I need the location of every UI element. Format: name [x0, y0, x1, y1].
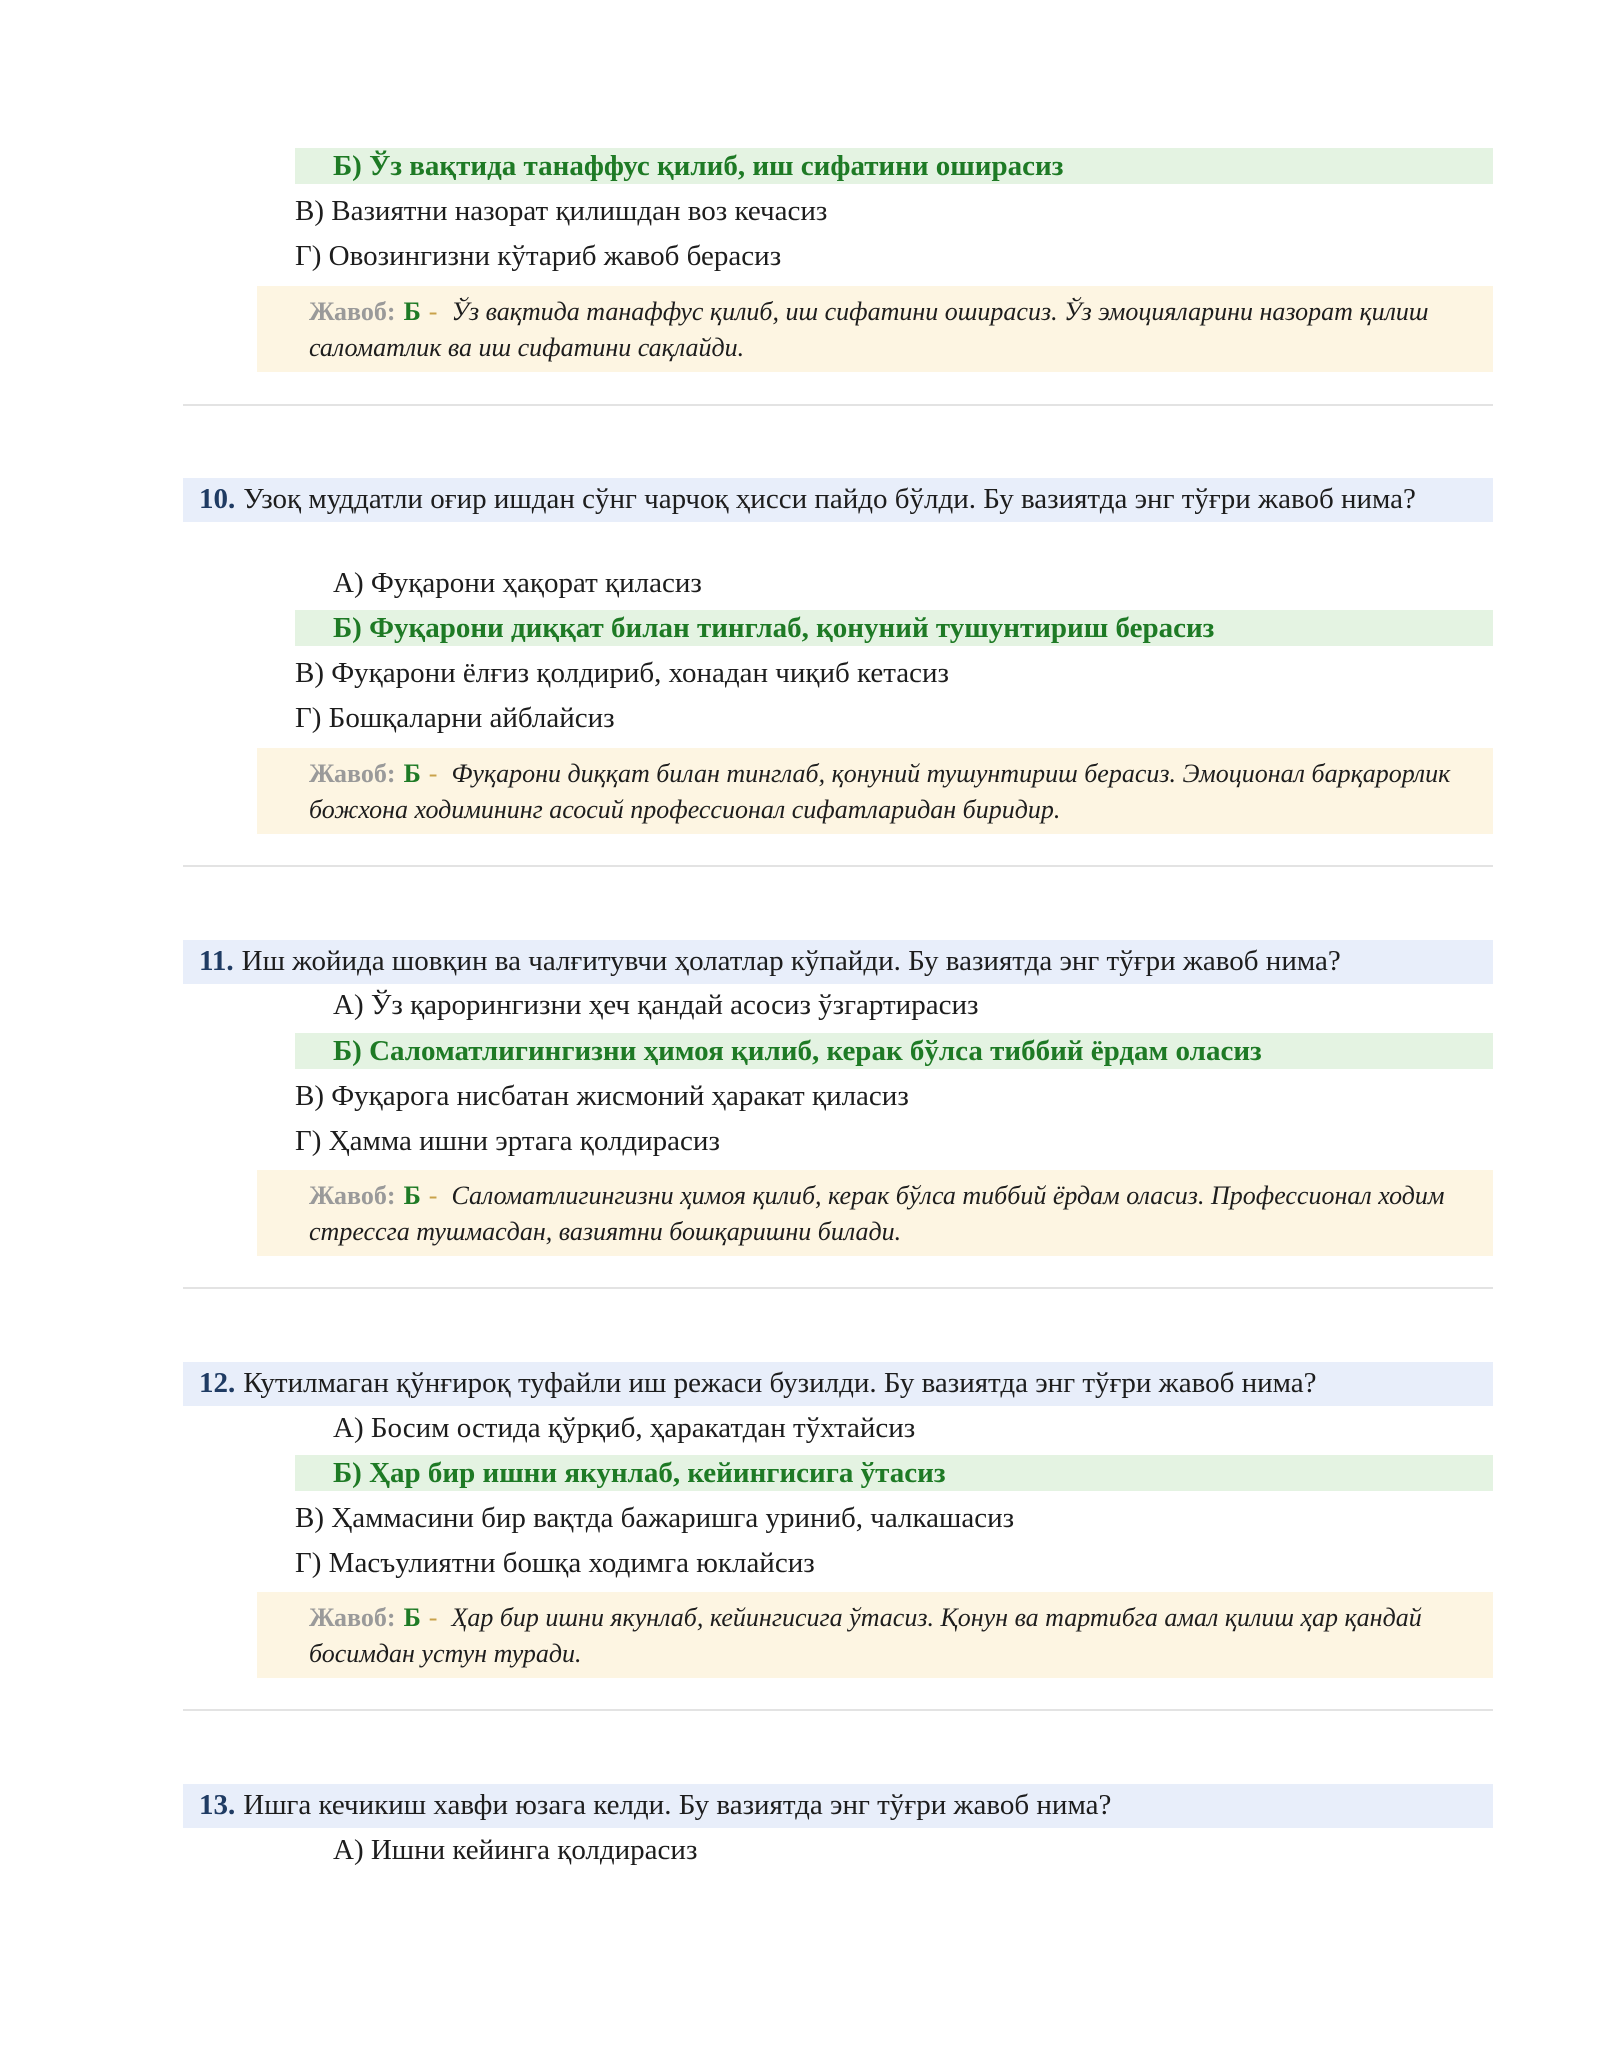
- answer-letter: Б: [403, 1603, 421, 1632]
- question-13: [183, 1784, 1493, 1828]
- q11-answer-box: [257, 1170, 1493, 1256]
- question-12: [183, 1362, 1493, 1406]
- q10-option-g: Г) Бошқаларни айблайсиз: [295, 702, 615, 734]
- q12-option-v: В) Ҳаммасини бир вақтда бажаришга уриниб, чалкашасиз: [295, 1502, 1015, 1534]
- answer-dash: -: [428, 1181, 438, 1210]
- q9-option-v: В) Вазиятни назорат қилишдан воз кечасиз: [295, 195, 828, 227]
- answer-letter: Б: [403, 759, 421, 788]
- separator: [183, 865, 1493, 867]
- separator: [183, 1287, 1493, 1289]
- q10-option-a: А) Фуқарони ҳақорат қиласиз: [333, 567, 702, 599]
- answer-text: Ўз вақтида танаффус қилиб, иш сифатини оширасиз. Ўз эмоцияларини назорат қилиш саломатлик ва иш сифатини сақлайди.: [309, 297, 1429, 362]
- answer-text: Ҳар бир ишни якунлаб, кейингисига ўтасиз. Қонун ва тартибга амал қилиш ҳар қандай босимдан устун туради.: [309, 1603, 1422, 1668]
- q13-option-a: А) Ишни кейинга қолдирасиз: [333, 1834, 698, 1866]
- answer-label: Жавоб:: [309, 1603, 396, 1632]
- question-11: [183, 940, 1493, 984]
- q12-option-a: А) Босим остида қўрқиб, ҳаракатдан тўхтайсиз: [333, 1412, 916, 1444]
- separator: [183, 404, 1493, 406]
- question-number: 10.: [199, 483, 236, 515]
- answer-label: Жавоб:: [309, 759, 396, 788]
- answer-text: Саломатлигингизни ҳимоя қилиб, керак бўлса тиббий ёрдам оласиз. Профессионал ходим стрессга тушмасдан, вазиятни бошқаришни билади.: [309, 1181, 1445, 1246]
- question-text: Ишга кечикиш хавфи юзага келди. Бу вазиятда энг тўғри жавоб нима?: [243, 1789, 1112, 1821]
- answer-text: Фуқарони диққат билан тинглаб, қонуний тушунтириш берасиз. Эмоционал барқарорлик божхона ходимининг асосий профессионал сифатларидан биридир.: [309, 759, 1451, 824]
- answer-letter: Б: [403, 1181, 421, 1210]
- question-10: [183, 478, 1493, 522]
- q10-answer-box: [257, 748, 1493, 834]
- separator: [183, 1709, 1493, 1711]
- answer-label: Жавоб:: [309, 1181, 396, 1210]
- answer-dash: -: [428, 297, 438, 326]
- q12-answer-box: [257, 1592, 1493, 1678]
- q11-option-b-correct: Б) Саломатлигингизни ҳимоя қилиб, керак бўлса тиббий ёрдам оласиз: [295, 1033, 1493, 1069]
- question-number: 11.: [199, 945, 234, 977]
- answer-dash: -: [428, 759, 438, 788]
- question-text: Узоқ муддатли оғир ишдан сўнг чарчоқ ҳисси пайдо бўлди. Бу вазиятда энг тўғри жавоб нима?: [243, 483, 1416, 515]
- question-number: 13.: [199, 1789, 236, 1821]
- answer-label: Жавоб:: [309, 297, 396, 326]
- answer-dash: -: [428, 1603, 438, 1632]
- question-number: 12.: [199, 1367, 236, 1399]
- q10-option-b-correct: Б) Фуқарони диққат билан тинглаб, қонуний тушунтириш берасиз: [295, 610, 1493, 646]
- q10-option-v: В) Фуқарони ёлғиз қолдириб, хонадан чиқиб кетасиз: [295, 657, 949, 689]
- q9-option-b-correct: Б) Ўз вақтида танаффус қилиб, иш сифатини оширасиз: [295, 148, 1493, 184]
- q9-answer-box: [257, 286, 1493, 372]
- answer-letter: Б: [403, 297, 421, 326]
- q12-option-g: Г) Масъулиятни бошқа ходимга юклайсиз: [295, 1547, 815, 1579]
- q11-option-g: Г) Ҳамма ишни эртага қолдирасиз: [295, 1125, 720, 1157]
- q11-option-v: В) Фуқарога нисбатан жисмоний ҳаракат қиласиз: [295, 1080, 909, 1112]
- question-text: Иш жойида шовқин ва чалғитувчи ҳолатлар кўпайди. Бу вазиятда энг тўғри жавоб нима?: [241, 945, 1341, 977]
- question-text: Кутилмаган қўнғироқ туфайли иш режаси бузилди. Бу вазиятда энг тўғри жавоб нима?: [243, 1367, 1317, 1399]
- q11-option-a: А) Ўз қарорингизни ҳеч қандай асосиз ўзгартирасиз: [333, 989, 979, 1021]
- q9-option-g: Г) Овозингизни кўтариб жавоб берасиз: [295, 240, 782, 272]
- q12-option-b-correct: Б) Ҳар бир ишни якунлаб, кейингисига ўтасиз: [295, 1455, 1493, 1491]
